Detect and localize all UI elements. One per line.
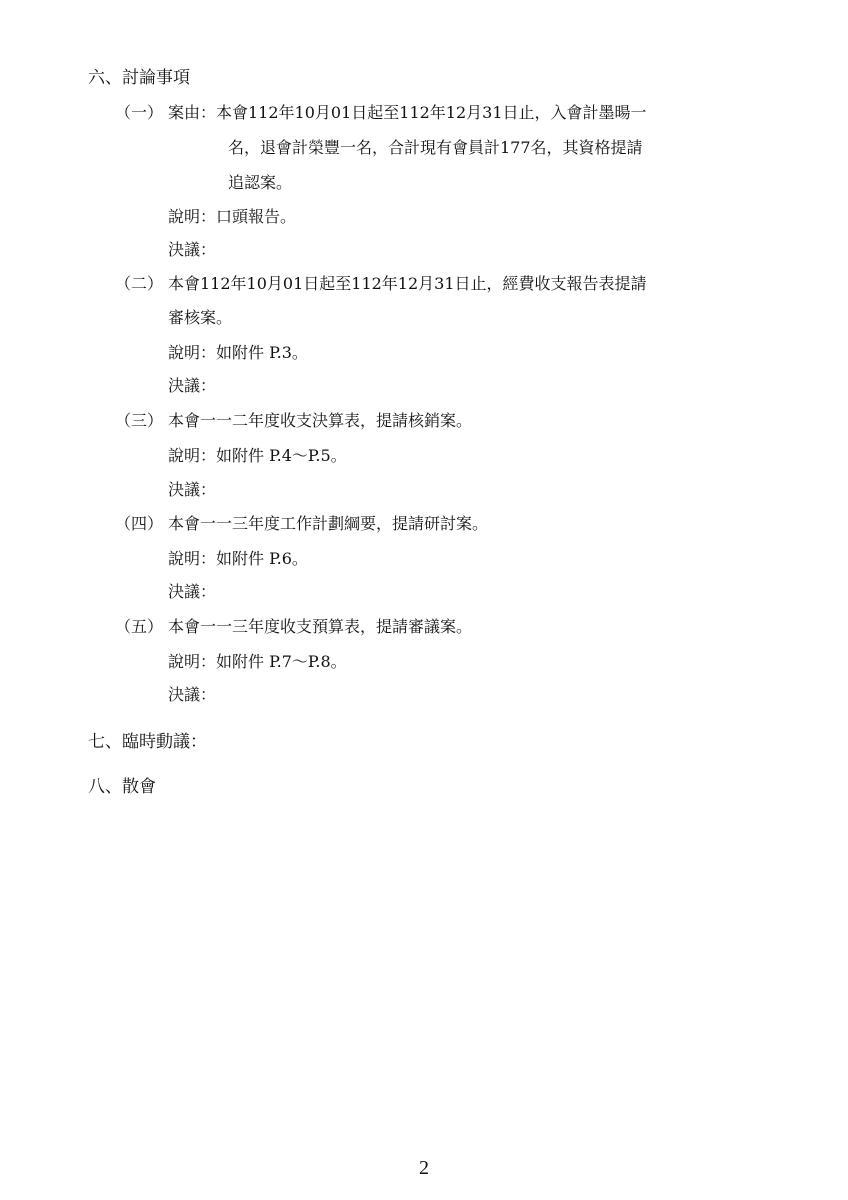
item-1-line-2: 名，退會計榮豐一名，合計現有會員計177名，其資格提請 (228, 138, 643, 157)
item-4-resolution: 決議： (168, 582, 217, 601)
item-4-label: （四） (115, 514, 164, 533)
item-5-resolution: 決議： (168, 685, 217, 704)
section-eight-title: 八、散會 (88, 777, 156, 797)
item-2-explanation: 說明：如附件 P.3。 (168, 343, 308, 362)
item-2-resolution: 決議： (168, 376, 217, 395)
item-2-line-2: 審核案。 (168, 308, 233, 327)
item-4-explanation: 說明：如附件 P.6。 (168, 549, 308, 568)
item-1-resolution: 決議： (168, 240, 217, 259)
item-2-label: （二） (115, 274, 164, 293)
item-1-line-3: 追認案。 (228, 173, 293, 192)
item-5-line-1: 本會一一三年度收支預算表，提請審議案。 (168, 617, 473, 636)
item-3-line-1: 本會一一二年度收支決算表，提請核銷案。 (168, 411, 473, 430)
item-3-label: （三） (115, 411, 164, 430)
item-1-line-1: 案由：本會112年10月01日起至112年12月31日止，入會計墨暘一 (168, 103, 647, 122)
item-3-resolution: 決議： (168, 480, 217, 499)
item-5-explanation: 說明：如附件 P.7～P.8。 (168, 652, 347, 671)
page-number: 2 (419, 1157, 429, 1179)
item-4-line-1: 本會一一三年度工作計劃綱要，提請研討案。 (168, 514, 489, 533)
item-5-label: （五） (115, 617, 164, 636)
item-1-label: （一） (115, 103, 164, 122)
item-2-line-1: 本會112年10月01日起至112年12月31日止，經費收支報告表提請 (168, 274, 647, 293)
item-1-explanation: 說明：口頭報告。 (168, 207, 297, 226)
item-3-explanation: 說明：如附件 P.4～P.5。 (168, 446, 347, 465)
section-seven-title: 七、臨時動議： (88, 732, 207, 752)
section-six-title: 六、討論事項 (88, 68, 190, 88)
